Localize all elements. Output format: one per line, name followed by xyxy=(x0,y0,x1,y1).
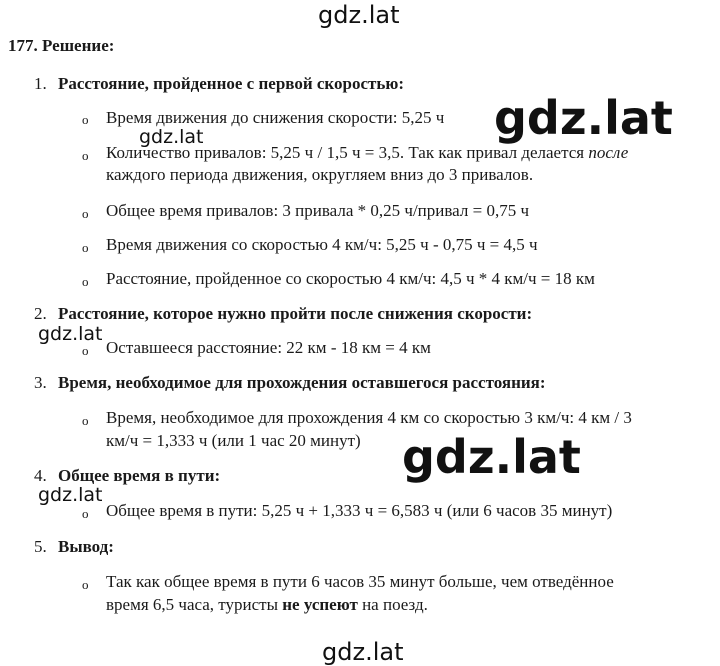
watermark-small-1: gdz.lat xyxy=(139,126,204,148)
emphasis-text: после xyxy=(588,143,629,162)
bullet-marker: o xyxy=(82,413,89,428)
section-3-number: 3. xyxy=(34,373,47,392)
watermark-large-1: gdz.lat xyxy=(494,91,673,145)
list-item xyxy=(106,143,628,163)
list-item: Время движения со скоростью 4 км/ч: 5,25 ч - 0,75 ч = 4,5 ч xyxy=(106,235,538,254)
bullet-marker: o xyxy=(82,274,89,289)
section-1-heading: Расстояние, пройденное с первой скоростью: xyxy=(58,74,404,93)
bullet-marker: o xyxy=(82,112,89,127)
list-item-continuation: каждого периода движения, округляем вниз до 3 привалов. xyxy=(106,165,534,184)
list-item-text: время 6,5 часа, туристы xyxy=(106,595,283,614)
list-item-continuation xyxy=(106,595,428,615)
watermark-bottom: gdz.lat xyxy=(322,638,404,666)
section-2-heading: Расстояние, которое нужно пройти после снижения скорости: xyxy=(58,304,533,323)
list-item: Общее время привалов: 3 привала * 0,25 ч/привал = 0,75 ч xyxy=(106,201,529,220)
solution-title: 177. Решение: xyxy=(8,36,115,55)
watermark-small-3: gdz.lat xyxy=(38,484,103,506)
bullet-marker: o xyxy=(82,343,89,358)
bullet-marker: o xyxy=(82,206,89,221)
section-1-number: 1. xyxy=(34,74,47,93)
bullet-marker: o xyxy=(82,148,89,163)
list-item: Так как общее время в пути 6 часов 35 минут больше, чем отведённое xyxy=(106,572,614,591)
bullet-marker: o xyxy=(82,577,89,592)
list-item-text: на поезд. xyxy=(357,595,428,614)
list-item: Время движения до снижения скорости: 5,25 ч xyxy=(106,108,445,127)
section-2-number: 2. xyxy=(34,304,47,323)
bullet-marker: o xyxy=(82,240,89,255)
emphasis-bold-text: не успеют xyxy=(282,595,358,614)
list-item: Оставшееся расстояние: 22 км - 18 км = 4 км xyxy=(106,338,431,357)
list-item-continuation: км/ч = 1,333 ч (или 1 час 20 минут) xyxy=(106,431,361,450)
section-5-number: 5. xyxy=(34,537,47,556)
section-5-heading: Вывод: xyxy=(58,537,114,556)
bullet-marker: o xyxy=(82,506,89,521)
section-4-heading: Общее время в пути: xyxy=(58,466,221,485)
list-item-text: Количество привалов: 5,25 ч / 1,5 ч = 3,5. Так как привал делается xyxy=(106,143,589,162)
section-3-heading: Время, необходимое для прохождения оставшегося расстояния: xyxy=(58,373,546,392)
watermark-large-2: gdz.lat xyxy=(402,430,581,484)
list-item: Общее время в пути: 5,25 ч + 1,333 ч = 6,583 ч (или 6 часов 35 минут) xyxy=(106,501,613,520)
watermark-top: gdz.lat xyxy=(318,1,400,29)
section-4-number: 4. xyxy=(34,466,47,485)
watermark-small-2: gdz.lat xyxy=(38,323,103,345)
list-item: Расстояние, пройденное со скоростью 4 км/ч: 4,5 ч * 4 км/ч = 18 км xyxy=(106,269,595,288)
list-item: Время, необходимое для прохождения 4 км со скоростью 3 км/ч: 4 км / 3 xyxy=(106,408,632,427)
